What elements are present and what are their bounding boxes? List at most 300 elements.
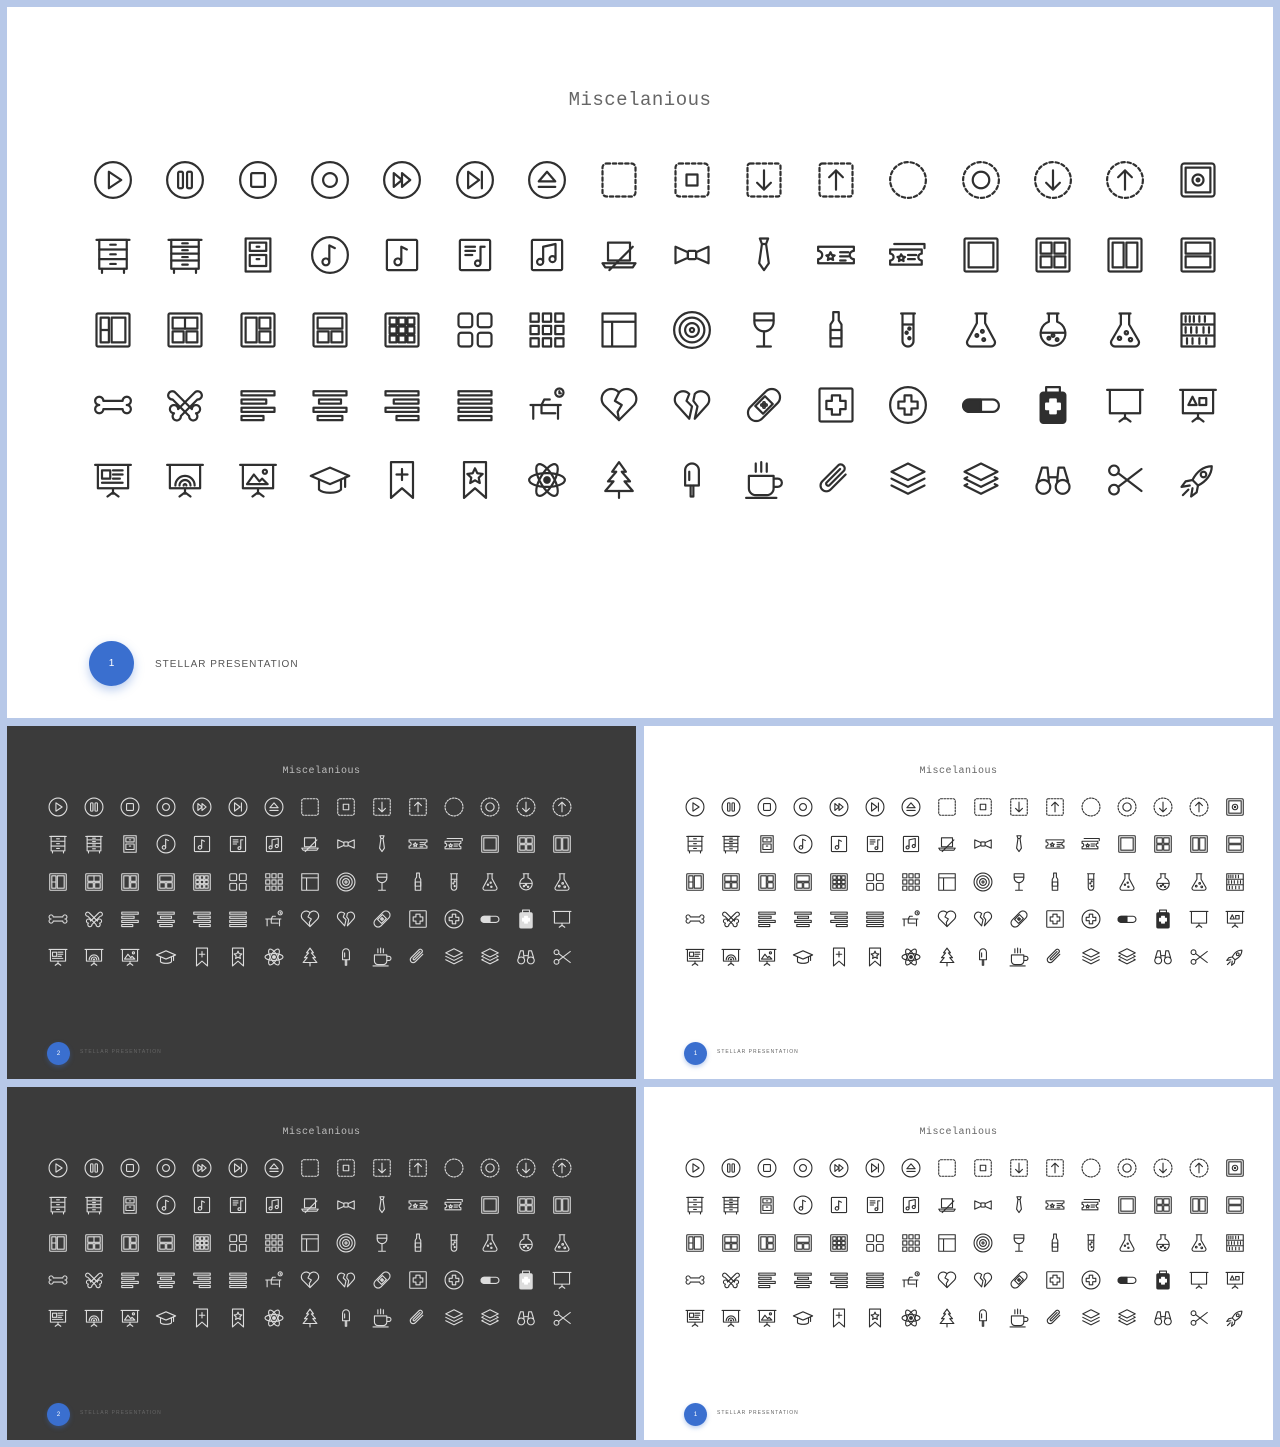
grid-four-icon <box>1145 1187 1181 1225</box>
grid-four-rounded-icon <box>438 292 510 367</box>
eject-icon <box>893 1149 929 1187</box>
layout-sidebar-icon <box>677 1224 713 1262</box>
align-justify-icon <box>857 1262 893 1300</box>
grid-four-rounded-icon <box>857 1224 893 1262</box>
bandage-icon <box>728 367 800 442</box>
playlist-icon <box>857 1187 893 1225</box>
atom-icon <box>256 1299 292 1337</box>
grid-nine-icon <box>893 863 929 901</box>
bandage-icon <box>1001 1262 1037 1300</box>
dashed-square-stop-icon <box>655 142 727 217</box>
skip-next-icon <box>220 1149 256 1187</box>
layers-icon <box>436 1299 472 1337</box>
paperclip-icon <box>800 442 872 517</box>
crossed-bones-icon <box>713 901 749 939</box>
test-tube-icon <box>436 863 472 901</box>
icon-grid <box>677 788 1253 976</box>
presentation-image-icon <box>112 1299 148 1337</box>
footer-text: STELLAR PRESENTATION <box>155 659 299 670</box>
align-right-icon <box>184 901 220 939</box>
grid-four-icon <box>1145 826 1181 864</box>
ticket-icon <box>1037 826 1073 864</box>
graduation-cap-icon <box>148 938 184 976</box>
playlist-icon <box>438 217 510 292</box>
popsicle-icon <box>328 938 364 976</box>
cabinet-icon <box>749 1187 785 1225</box>
necktie-icon <box>364 826 400 864</box>
grid-four-icon <box>508 826 544 864</box>
atom-icon <box>893 938 929 976</box>
presentation-image-icon <box>749 1299 785 1337</box>
cabinet-icon <box>112 826 148 864</box>
drawers-icon <box>713 826 749 864</box>
pine-tree-icon <box>292 938 328 976</box>
music-notes-icon <box>893 1187 929 1225</box>
dashed-circle-upload-icon <box>1181 1149 1217 1187</box>
layout-template-icon <box>292 863 328 901</box>
layout-columns-split-icon <box>112 863 148 901</box>
desk-icon <box>893 901 929 939</box>
playlist-icon <box>220 826 256 864</box>
potion-icon <box>1145 1224 1181 1262</box>
grid-nine-square-icon <box>366 292 438 367</box>
broken-heart-alt-icon <box>655 367 727 442</box>
music-note-circle-icon <box>785 1187 821 1225</box>
bookmark-star-icon <box>857 938 893 976</box>
necktie-icon <box>1001 826 1037 864</box>
layout-two-rows-icon <box>1161 217 1233 292</box>
ticket-icon <box>800 217 872 292</box>
pill-icon <box>472 901 508 939</box>
bottle-icon <box>1037 1224 1073 1262</box>
atom-icon <box>511 442 583 517</box>
presentation-text-icon <box>77 442 149 517</box>
bandage-icon <box>1001 901 1037 939</box>
bookmark-add-icon <box>184 938 220 976</box>
layout-sidebar-icon <box>677 863 713 901</box>
bow-tie-icon <box>965 826 1001 864</box>
coffee-cup-icon <box>728 442 800 517</box>
align-left-icon <box>222 367 294 442</box>
layout-columns-split-icon <box>749 863 785 901</box>
grid-four-icon <box>508 1187 544 1225</box>
bone-icon <box>40 1262 76 1300</box>
necktie-icon <box>364 1187 400 1225</box>
music-note-square-icon <box>184 1187 220 1225</box>
bookshelf-icon <box>1217 863 1253 901</box>
graduation-cap-icon <box>785 1299 821 1337</box>
play-icon <box>40 788 76 826</box>
bow-tie-icon <box>328 1187 364 1225</box>
layout-two-rows-icon <box>1217 826 1253 864</box>
grid-nine-square-icon <box>821 863 857 901</box>
layout-template-icon <box>929 863 965 901</box>
medicine-bottle-icon <box>1145 1262 1181 1300</box>
presentation-chart-icon <box>76 1299 112 1337</box>
dashed-circle-icon <box>436 788 472 826</box>
pine-tree-icon <box>292 1299 328 1337</box>
dashed-circle-record-icon <box>945 142 1017 217</box>
scissors-icon <box>1181 1299 1217 1337</box>
grid-four-rounded-icon <box>857 863 893 901</box>
presentation-text-icon <box>40 938 76 976</box>
paperclip-icon <box>400 1299 436 1337</box>
presentation-image-icon <box>749 938 785 976</box>
layers-icon <box>436 938 472 976</box>
dashed-circle-upload-icon <box>1181 788 1217 826</box>
dresser-icon <box>77 217 149 292</box>
skip-next-icon <box>438 142 510 217</box>
fast-forward-icon <box>821 788 857 826</box>
bandage-icon <box>364 901 400 939</box>
medical-cross-icon <box>1073 901 1109 939</box>
slide-thumbnail-light[interactable] <box>644 726 1273 1079</box>
laptop-off-icon <box>583 217 655 292</box>
record-icon <box>294 142 366 217</box>
bone-icon <box>677 1262 713 1300</box>
laptop-off-icon <box>929 1187 965 1225</box>
bookmark-add-icon <box>821 1299 857 1337</box>
play-icon <box>77 142 149 217</box>
dashed-square-icon <box>292 788 328 826</box>
graduation-cap-icon <box>148 1299 184 1337</box>
broken-heart-alt-icon <box>328 1262 364 1300</box>
drawers-icon <box>76 826 112 864</box>
layout-two-columns-icon <box>544 1187 580 1225</box>
dashed-square-download-icon <box>364 1149 400 1187</box>
music-note-square-icon <box>184 826 220 864</box>
music-notes-icon <box>893 826 929 864</box>
record-icon <box>148 788 184 826</box>
test-tube-icon <box>1073 863 1109 901</box>
layers-alt-icon <box>472 1299 508 1337</box>
chemistry-flask-icon <box>544 863 580 901</box>
pause-icon <box>713 788 749 826</box>
safe-icon <box>1161 142 1233 217</box>
coffee-cup-icon <box>1001 938 1037 976</box>
medicine-bottle-icon <box>1017 367 1089 442</box>
dashed-square-stop-icon <box>328 1149 364 1187</box>
stop-icon <box>222 142 294 217</box>
rocket-icon <box>1217 938 1253 976</box>
potion-icon <box>1017 292 1089 367</box>
footer-text: STELLAR PRESENTATION <box>80 1410 162 1416</box>
grid-nine-square-icon <box>821 1224 857 1262</box>
presentation-board-icon <box>1089 367 1161 442</box>
broken-heart-icon <box>292 901 328 939</box>
tickets-icon <box>1073 826 1109 864</box>
bookmark-add-icon <box>184 1299 220 1337</box>
target-icon <box>655 292 727 367</box>
wine-glass-icon <box>364 863 400 901</box>
chemistry-flask-icon <box>544 1224 580 1262</box>
playlist-icon <box>220 1187 256 1225</box>
presentation-text-icon <box>677 938 713 976</box>
tickets-icon <box>872 217 944 292</box>
layout-columns-split-icon <box>112 1224 148 1262</box>
slide-thumbnail-light[interactable] <box>644 1087 1273 1440</box>
fast-forward-icon <box>184 1149 220 1187</box>
medicine-bottle-icon <box>508 901 544 939</box>
first-aid-icon <box>800 367 872 442</box>
dashed-square-upload-icon <box>1037 788 1073 826</box>
align-right-icon <box>821 901 857 939</box>
page-number-badge: 2 <box>47 1403 70 1426</box>
bookshelf-icon <box>1161 292 1233 367</box>
pine-tree-icon <box>929 938 965 976</box>
icon-grid <box>677 1149 1253 1337</box>
align-left-icon <box>749 1262 785 1300</box>
first-aid-icon <box>1037 901 1073 939</box>
stop-icon <box>112 1149 148 1187</box>
binoculars-icon <box>1145 1299 1181 1337</box>
medicine-bottle-icon <box>1145 901 1181 939</box>
bow-tie-icon <box>655 217 727 292</box>
broken-heart-icon <box>583 367 655 442</box>
play-icon <box>40 1149 76 1187</box>
test-tube-icon <box>872 292 944 367</box>
square-icon <box>472 1187 508 1225</box>
layout-top-split-icon <box>294 292 366 367</box>
slide-main[interactable] <box>7 7 1273 718</box>
binoculars-icon <box>508 1299 544 1337</box>
cabinet-icon <box>749 826 785 864</box>
laptop-off-icon <box>292 826 328 864</box>
slide-thumbnail-dark[interactable] <box>7 1087 636 1440</box>
crossed-bones-icon <box>76 901 112 939</box>
bottle-icon <box>800 292 872 367</box>
chemistry-flask-icon <box>1089 292 1161 367</box>
broken-heart-icon <box>929 901 965 939</box>
dashed-square-icon <box>929 1149 965 1187</box>
music-notes-icon <box>256 1187 292 1225</box>
slide-title: Miscelanious <box>568 89 712 111</box>
scissors-icon <box>544 1299 580 1337</box>
layers-alt-icon <box>1109 938 1145 976</box>
dresser-icon <box>40 826 76 864</box>
dashed-square-upload-icon <box>400 788 436 826</box>
wine-glass-icon <box>364 1224 400 1262</box>
layout-template-icon <box>583 292 655 367</box>
dashed-square-icon <box>929 788 965 826</box>
bookmark-add-icon <box>821 938 857 976</box>
tickets-icon <box>436 826 472 864</box>
dashed-square-upload-icon <box>1037 1149 1073 1187</box>
align-left-icon <box>112 1262 148 1300</box>
presentation-text-icon <box>677 1299 713 1337</box>
square-icon <box>945 217 1017 292</box>
align-right-icon <box>821 1262 857 1300</box>
align-left-icon <box>749 901 785 939</box>
eject-icon <box>256 1149 292 1187</box>
dashed-circle-icon <box>1073 788 1109 826</box>
target-icon <box>965 1224 1001 1262</box>
dashed-square-download-icon <box>1001 788 1037 826</box>
record-icon <box>785 1149 821 1187</box>
layers-alt-icon <box>1109 1299 1145 1337</box>
dashed-square-stop-icon <box>965 788 1001 826</box>
wine-glass-icon <box>728 292 800 367</box>
dashed-square-stop-icon <box>328 788 364 826</box>
crossed-bones-icon <box>76 1262 112 1300</box>
presentation-chart-icon <box>149 442 221 517</box>
ticket-icon <box>1037 1187 1073 1225</box>
desk-icon <box>256 901 292 939</box>
tickets-icon <box>436 1187 472 1225</box>
tickets-icon <box>1073 1187 1109 1225</box>
align-center-icon <box>148 901 184 939</box>
eject-icon <box>511 142 583 217</box>
coffee-cup-icon <box>1001 1299 1037 1337</box>
dashed-circle-upload-icon <box>544 788 580 826</box>
record-icon <box>148 1149 184 1187</box>
popsicle-icon <box>965 1299 1001 1337</box>
footer-text: STELLAR PRESENTATION <box>717 1049 799 1055</box>
pill-icon <box>472 1262 508 1300</box>
layout-top-split-icon <box>148 863 184 901</box>
skip-next-icon <box>857 1149 893 1187</box>
music-note-circle-icon <box>785 826 821 864</box>
playlist-icon <box>857 826 893 864</box>
safe-icon <box>1217 1149 1253 1187</box>
align-center-icon <box>785 1262 821 1300</box>
atom-icon <box>893 1299 929 1337</box>
slide-title: Miscelanious <box>919 1127 998 1138</box>
stop-icon <box>112 788 148 826</box>
align-center-icon <box>294 367 366 442</box>
presentation-chart-icon <box>713 1299 749 1337</box>
pause-icon <box>76 1149 112 1187</box>
binoculars-icon <box>1017 442 1089 517</box>
drawers-icon <box>149 217 221 292</box>
wine-glass-icon <box>1001 863 1037 901</box>
bone-icon <box>677 901 713 939</box>
bandage-icon <box>364 1262 400 1300</box>
layout-template-icon <box>292 1224 328 1262</box>
layout-sidebar-icon <box>40 863 76 901</box>
target-icon <box>328 1224 364 1262</box>
play-icon <box>677 788 713 826</box>
laptop-off-icon <box>292 1187 328 1225</box>
laptop-off-icon <box>929 826 965 864</box>
presentation-board-icon <box>544 1262 580 1300</box>
paperclip-icon <box>1037 938 1073 976</box>
crossed-bones-icon <box>713 1262 749 1300</box>
bookshelf-icon <box>1217 1224 1253 1262</box>
layout-two-columns-icon <box>544 826 580 864</box>
align-justify-icon <box>220 901 256 939</box>
dashed-square-upload-icon <box>400 1149 436 1187</box>
grid-four-icon <box>1017 217 1089 292</box>
bookmark-star-icon <box>220 1299 256 1337</box>
test-tube-icon <box>1073 1224 1109 1262</box>
layers-icon <box>1073 938 1109 976</box>
layout-two-columns-icon <box>1181 826 1217 864</box>
presentation-board-icon <box>544 901 580 939</box>
dashed-circle-record-icon <box>472 1149 508 1187</box>
scissors-icon <box>1089 442 1161 517</box>
layout-header-grid-icon <box>713 1224 749 1262</box>
popsicle-icon <box>965 938 1001 976</box>
target-icon <box>965 863 1001 901</box>
bottle-icon <box>1037 863 1073 901</box>
bottle-icon <box>400 863 436 901</box>
skip-next-icon <box>220 788 256 826</box>
graduation-cap-icon <box>785 938 821 976</box>
broken-heart-alt-icon <box>328 901 364 939</box>
presentation-board-icon <box>1181 1262 1217 1300</box>
music-notes-icon <box>511 217 583 292</box>
medical-cross-icon <box>436 901 472 939</box>
flask-icon <box>1109 1224 1145 1262</box>
align-justify-icon <box>220 1262 256 1300</box>
dashed-square-download-icon <box>728 142 800 217</box>
pine-tree-icon <box>929 1299 965 1337</box>
flask-icon <box>945 292 1017 367</box>
first-aid-icon <box>1037 1262 1073 1300</box>
presentation-chart-icon <box>76 938 112 976</box>
drawers-icon <box>76 1187 112 1225</box>
potion-icon <box>508 863 544 901</box>
pause-icon <box>713 1149 749 1187</box>
layout-two-columns-icon <box>1089 217 1161 292</box>
dashed-circle-record-icon <box>472 788 508 826</box>
layout-columns-split-icon <box>222 292 294 367</box>
atom-icon <box>256 938 292 976</box>
paperclip-icon <box>1037 1299 1073 1337</box>
play-icon <box>677 1149 713 1187</box>
presentation-image-icon <box>112 938 148 976</box>
broken-heart-icon <box>292 1262 328 1300</box>
layers-icon <box>1073 1299 1109 1337</box>
layers-alt-icon <box>945 442 1017 517</box>
dashed-circle-upload-icon <box>1089 142 1161 217</box>
dashed-circle-upload-icon <box>544 1149 580 1187</box>
slide-thumbnail-dark[interactable] <box>7 726 636 1079</box>
bookmark-add-icon <box>366 442 438 517</box>
dashed-square-icon <box>583 142 655 217</box>
dashed-circle-download-icon <box>1017 142 1089 217</box>
desk-icon <box>893 1262 929 1300</box>
rocket-icon <box>1217 1299 1253 1337</box>
pause-icon <box>149 142 221 217</box>
slide-title: Miscelanious <box>919 766 998 777</box>
broken-heart-icon <box>929 1262 965 1300</box>
layers-icon <box>872 442 944 517</box>
scissors-icon <box>1181 938 1217 976</box>
music-note-circle-icon <box>148 826 184 864</box>
layout-sidebar-icon <box>40 1224 76 1262</box>
medical-cross-icon <box>436 1262 472 1300</box>
layout-template-icon <box>929 1224 965 1262</box>
layout-columns-split-icon <box>749 1224 785 1262</box>
align-justify-icon <box>857 901 893 939</box>
dashed-square-download-icon <box>364 788 400 826</box>
necktie-icon <box>1001 1187 1037 1225</box>
align-center-icon <box>785 901 821 939</box>
slide-title: Miscelanious <box>282 766 361 777</box>
drawers-icon <box>713 1187 749 1225</box>
bone-icon <box>40 901 76 939</box>
eject-icon <box>256 788 292 826</box>
popsicle-icon <box>655 442 727 517</box>
dashed-circle-record-icon <box>1109 1149 1145 1187</box>
dashed-circle-download-icon <box>1145 1149 1181 1187</box>
safe-icon <box>1217 788 1253 826</box>
ticket-icon <box>400 826 436 864</box>
first-aid-icon <box>400 1262 436 1300</box>
medical-cross-icon <box>872 367 944 442</box>
